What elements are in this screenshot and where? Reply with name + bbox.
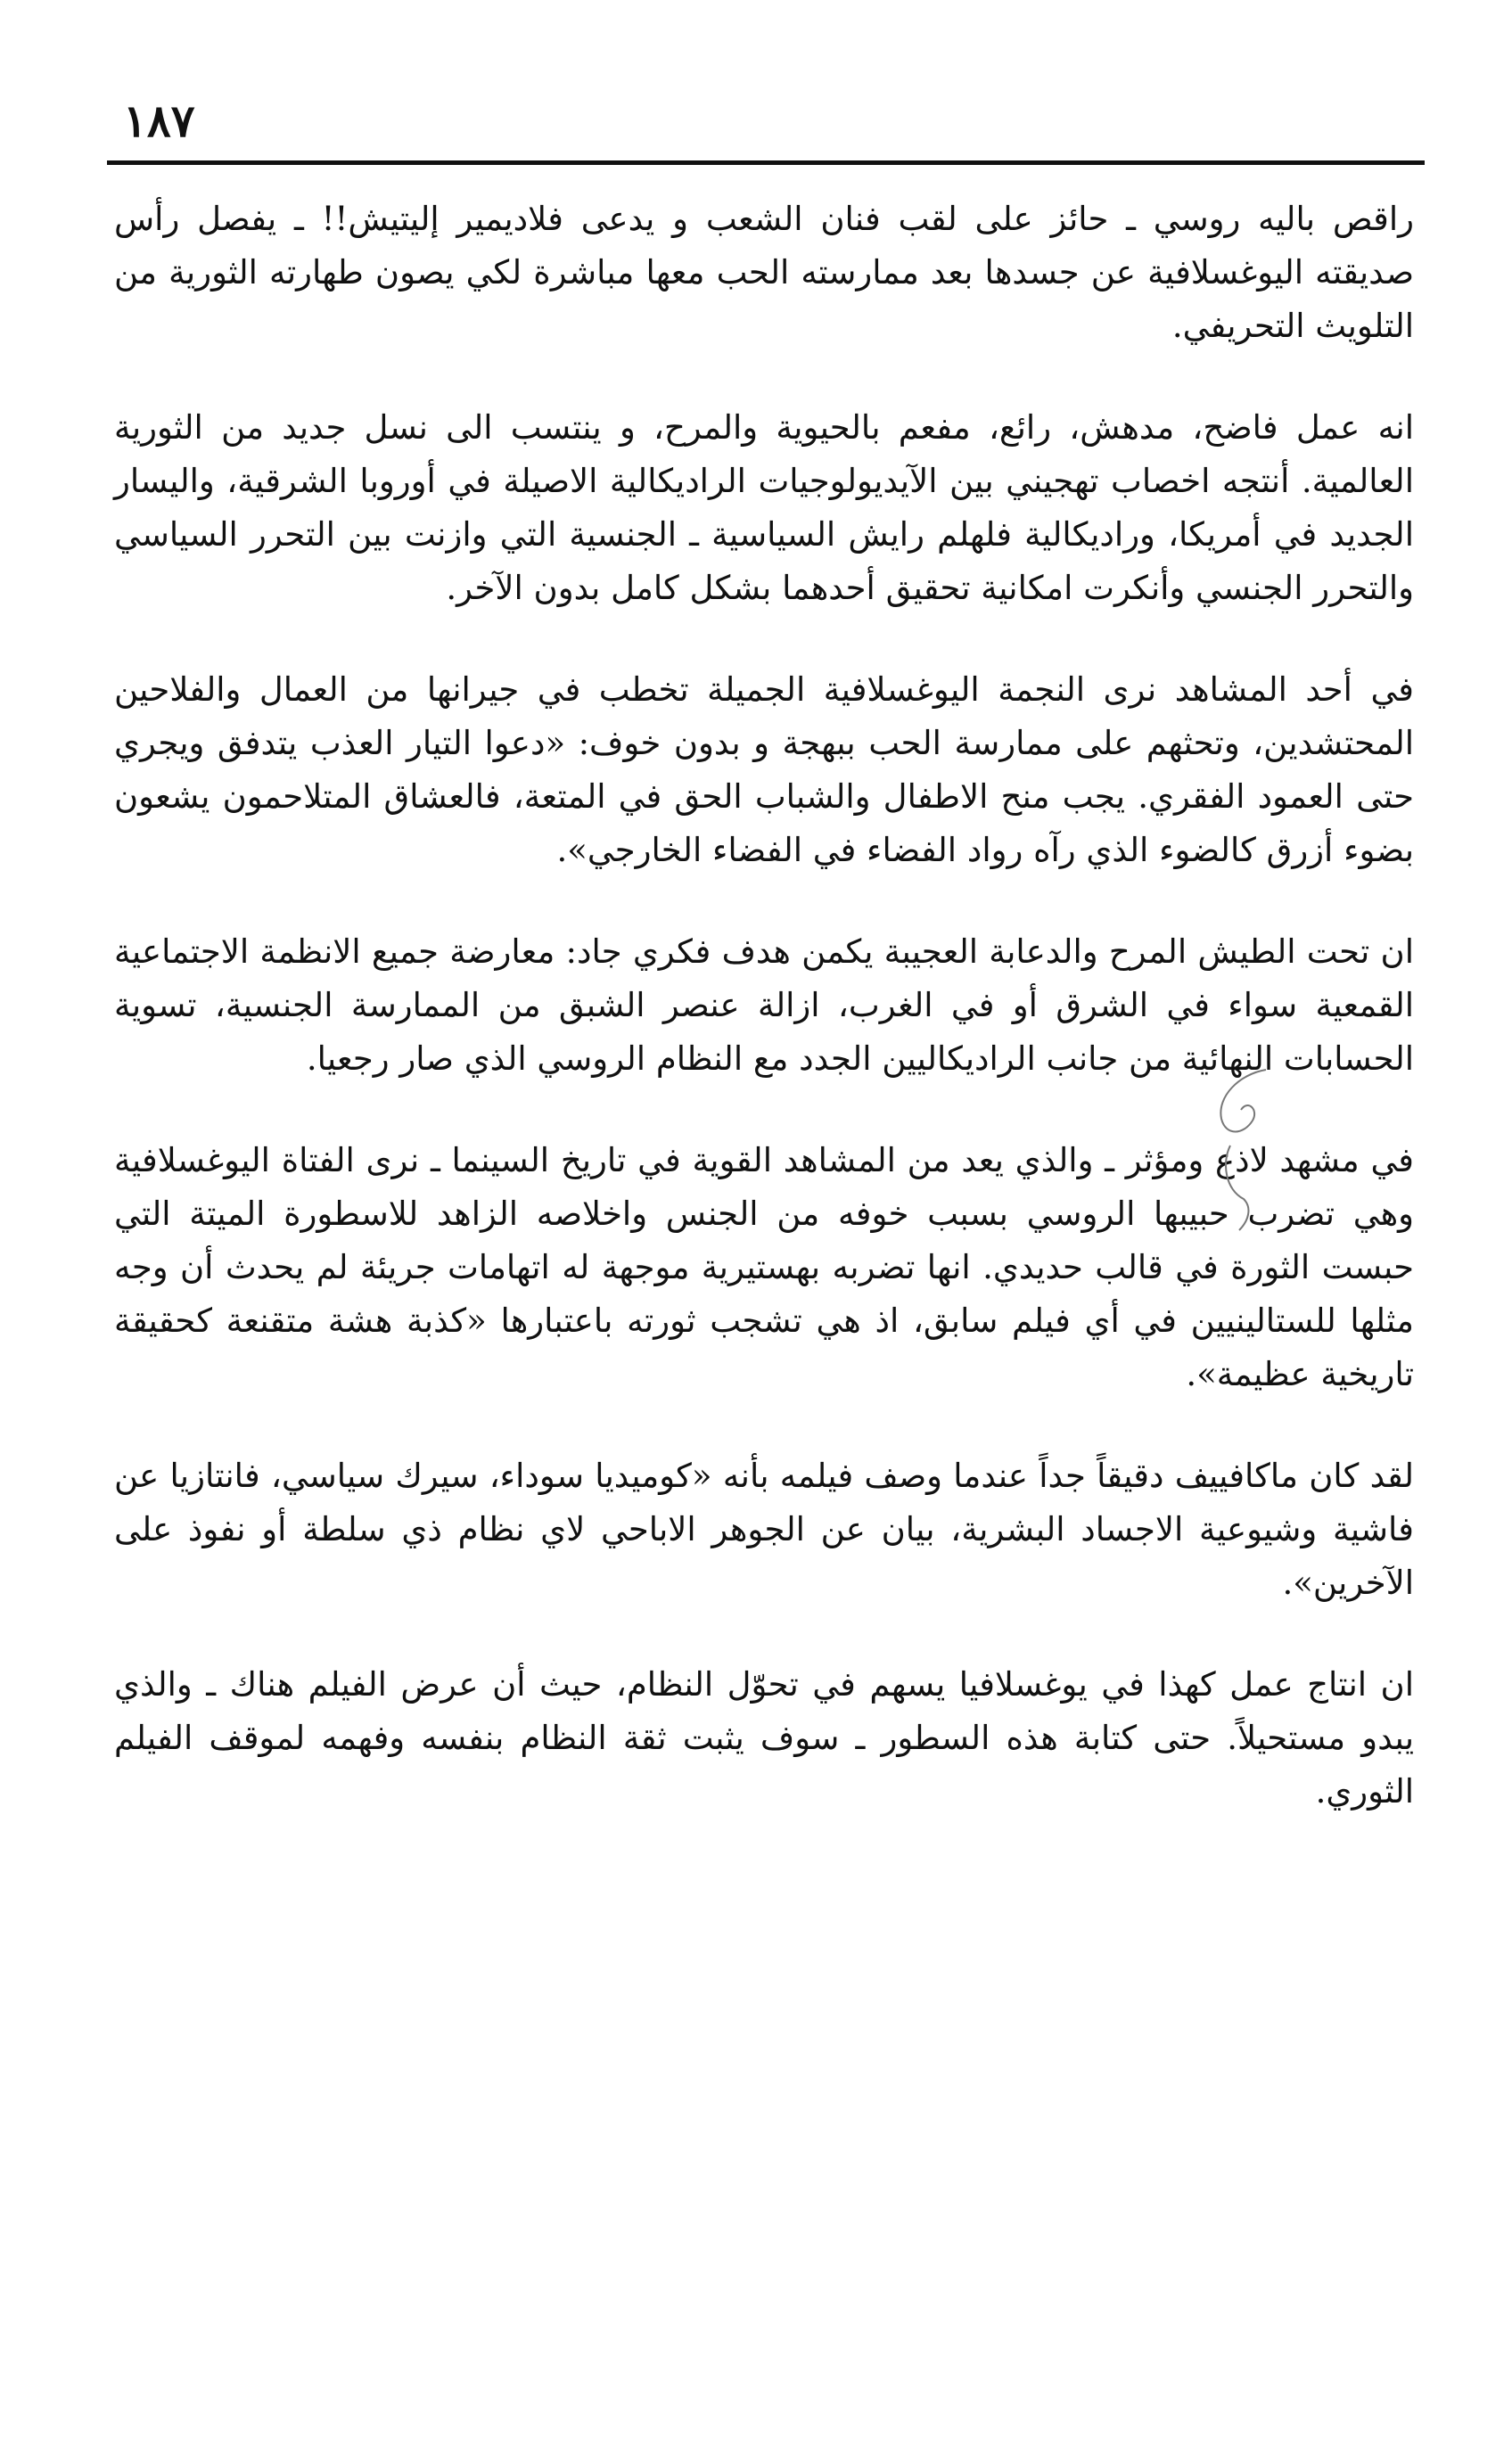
page-number: ١٨٧: [123, 94, 195, 147]
paragraph-2: انه عمل فاضح، مدهش، رائع، مفعم بالحيوية والمرح، و ينتسب الى نسل جديد من الثورية العالمية. أنتجه اخصاب تهجيني بين الآيديولوجيات الراديكالية الاصيلة في أوروبا الشرقية، واليسار الجديد في أمريكا، وراديكالية فلهلم رايش السياسية ـ الجنسية التي وازنت بين التحرر السياسي والتحرر الجنسي وأنكرت امكانية تحقيق أحدهما بشكل كامل بدون الآخر.: [114, 408, 1414, 607]
paragraph-5: في مشهد لاذع ومؤثر ـ والذي يعد من المشاهد القوية في تاريخ السينما ـ نرى الفتاة اليوغسلافية وهي تضرب حبيبها الروسي بسبب خوفه من الجنس واخلاصه الزاهد للاسطورة الميتة التي حبست الثورة في قالب حديدي. انها تضربه بهستيرية موجهة له اتهامات جريئة لم يحدث أن وجه مثلها للستالينيين في أي فيلم سابق، اذ هي تشجب ثورته باعتبارها «كذبة هشة متقنعة كحقيقة تاريخية عظيمة».: [114, 1141, 1414, 1393]
header-rule: [107, 160, 1425, 165]
paragraph-7: ان انتاج عمل كهذا في يوغسلافيا يسهم في تحوّل النظام، حيث أن عرض الفيلم هناك ـ والذي يبدو مستحيلاً. حتى كتابة هذه السطور ـ سوف يثبت ثقة النظام بنفسه وفهمه لموقف الفيلم الثوري.: [114, 1665, 1414, 1811]
paragraph-3: في أحد المشاهد نرى النجمة اليوغسلافية الجميلة تخطب في جيرانها من العمال والفلاحين المحتشدين، وتحثهم على ممارسة الحب ببهجة و بدون خوف: «دعوا التيار العذب يتدفق ويجري حتى العمود الفقري. يجب منح الاطفال والشباب الحق في المتعة، فالعشاق المتلاحمون يشعون بضوء أزرق كالضوء الذي رآه رواد الفضاء في الفضاء الخارجي».: [114, 670, 1414, 869]
paragraph-1: راقص باليه روسي ـ حائز على لقب فنان الشعب و يدعى فلاديمير إليتيش!! ـ يفصل رأس صديقته اليوغسلافية عن جسدها بعد ممارسته الحب معها مباشرة لكي يصون طهارته الثورية من التلويث التحريفي.: [114, 200, 1414, 345]
paragraph-4: ان تحت الطيش المرح والدعابة العجيبة يكمن هدف فكري جاد: معارضة جميع الانظمة الاجتماعية القمعية سواء في الشرق أو في الغرب، ازالة عنصر الشبق من الممارسة الجنسية، تسوية الحسابات النهائية من جانب الراديكاليين الجدد مع النظام الروسي الذي صار رجعيا.: [114, 932, 1414, 1078]
body-text: [114, 193, 1414, 1867]
paragraph-6: لقد كان ماكافييف دقيقاً جداً عندما وصف فيلمه بأنه «كوميديا سوداء، سيرك سياسي، فانتازيا عن فاشية وشيوعية الاجساد البشرية، بيان عن الجوهر الاباحي لاي نظام ذي سلطة أو نفوذ على الآخرين».: [114, 1457, 1414, 1602]
